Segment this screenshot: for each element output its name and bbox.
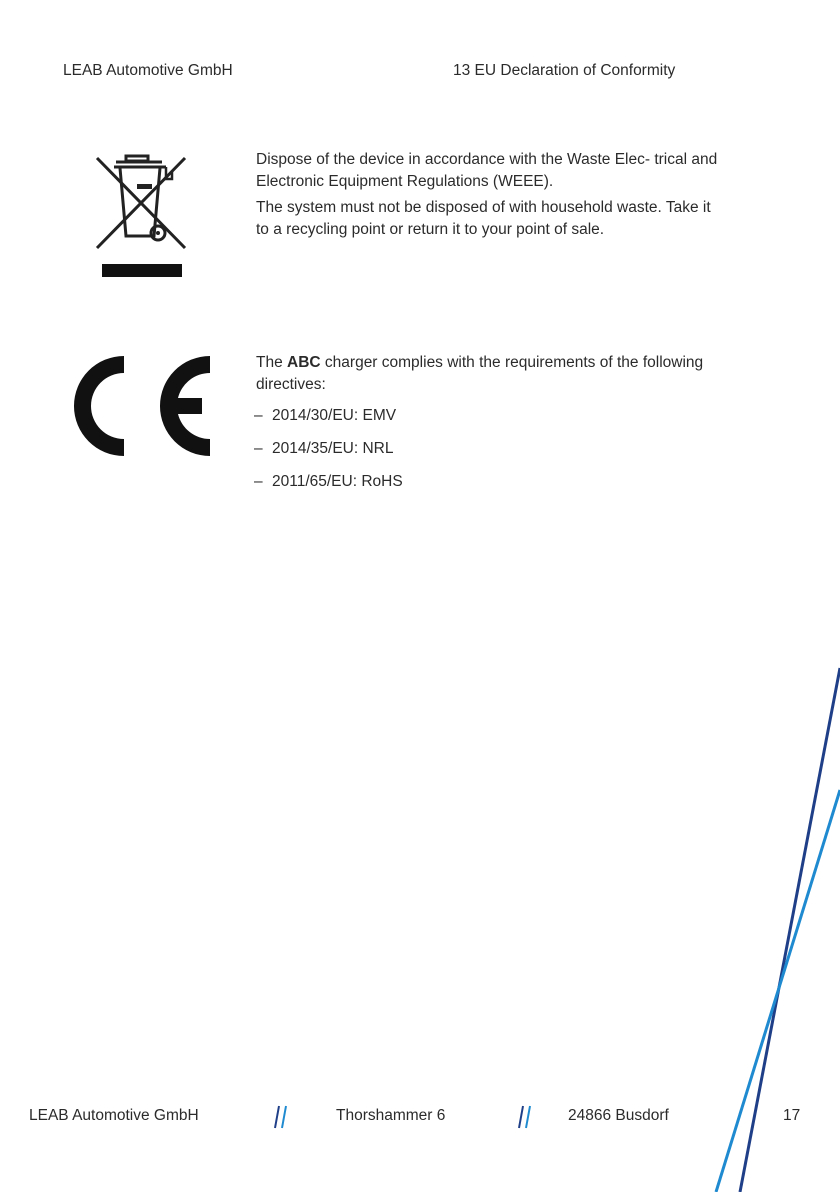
dash-bullet: – xyxy=(254,407,263,424)
dash-bullet: – xyxy=(254,440,263,457)
weee-paragraph-2: The system must not be disposed of with household waste. Take it to a recycling point or return it to your point of sale. xyxy=(256,199,711,238)
double-slash-icon xyxy=(273,1104,289,1130)
double-slash-icon xyxy=(517,1104,533,1130)
weee-paragraph-1: Dispose of the device in accordance with the Waste Elec- trical and Electronic Equipment Regulations (WEEE). xyxy=(256,151,718,190)
directive-text: 2011/65/EU: RoHS xyxy=(272,473,403,490)
footer-city: 24866 Busdorf xyxy=(568,1107,669,1124)
directive-text: 2014/30/EU: EMV xyxy=(272,407,397,424)
page-number: 17 xyxy=(783,1107,801,1124)
product-name: ABC xyxy=(287,354,321,371)
ce-intro-suffix: charger complies with the requirements of the following directives: xyxy=(256,354,704,393)
directive-text: 2014/35/EU: NRL xyxy=(272,440,394,457)
light-blue-stripe xyxy=(716,790,840,1192)
dash-bullet: – xyxy=(254,473,263,490)
footer-street: Thorshammer 6 xyxy=(336,1107,446,1124)
header-company: LEAB Automotive GmbH xyxy=(63,62,233,79)
footer-company: LEAB Automotive GmbH xyxy=(29,1107,199,1124)
header-section-title: 13 EU Declaration of Conformity xyxy=(453,62,676,79)
ce-intro-prefix: The xyxy=(256,354,288,371)
